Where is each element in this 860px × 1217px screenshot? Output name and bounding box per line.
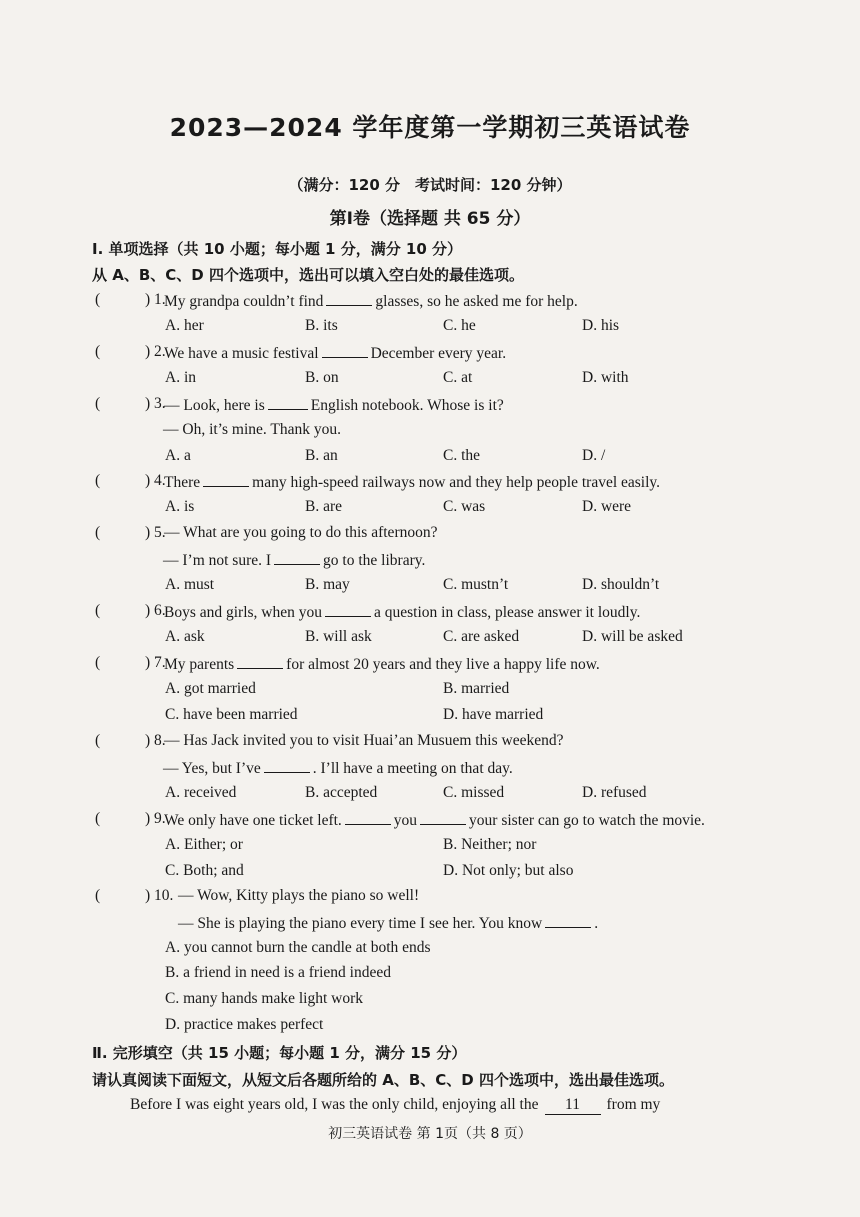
option-d: D. refused: [582, 784, 647, 801]
option-b: B. Neither; nor: [443, 836, 537, 853]
question-5-options: [165, 576, 765, 598]
option-a: A. is: [165, 498, 195, 515]
option-c: C. are asked: [443, 628, 520, 645]
question-9: [95, 810, 795, 834]
answer-paren: (: [95, 602, 101, 619]
page-footer: 初三英语试卷 第 1页（共 8 页）: [328, 1126, 532, 1142]
option-a: A. received: [165, 784, 237, 801]
option-a: A. her: [165, 317, 204, 334]
question-6: [95, 602, 795, 626]
question-8: [95, 732, 795, 756]
option-d: D. have married: [443, 706, 544, 723]
option-a: A. a: [165, 447, 191, 464]
option-d: D. with: [582, 369, 629, 386]
answer-paren: (: [95, 395, 101, 412]
option-d: D. will be asked: [582, 628, 683, 645]
option-b: B. may: [305, 576, 350, 593]
option-b: B. a friend in need is a friend indeed: [165, 964, 391, 981]
section-heading: 第Ⅰ卷（选择题 共 65 分）: [329, 209, 531, 229]
question-number: ) 10.: [145, 887, 174, 904]
option-a: A. Either; or: [165, 836, 243, 853]
question-10: [95, 887, 795, 911]
question-stem: — What are you going to do this afternoon?: [164, 524, 438, 541]
option-c: C. missed: [443, 784, 505, 801]
option-c: C. at: [443, 369, 473, 386]
question-number: ) 8.: [145, 732, 166, 749]
option-c: C. the: [443, 447, 481, 464]
question-7-options-cd: [165, 706, 765, 728]
option-c: C. many hands make light work: [165, 990, 364, 1007]
question-stem: — Has Jack invited you to visit Huai’an Musuem this weekend?: [164, 732, 564, 749]
question-3: [95, 395, 795, 419]
option-d: D. were: [582, 498, 632, 515]
option-d: D. /: [582, 447, 606, 464]
answer-paren: (: [95, 472, 101, 489]
answer-paren: (: [95, 524, 101, 541]
answer-paren: (: [95, 654, 101, 671]
option-a: A. must: [165, 576, 215, 593]
question-3-line2: — Oh, it’s mine. Thank you.: [163, 421, 341, 438]
question-stem: There many high-speed railways now and they help people travel easily.: [164, 474, 661, 491]
question-4-options: [165, 498, 765, 520]
option-c: C. he: [443, 317, 476, 334]
question-3-options: [165, 447, 765, 469]
option-d: D. shouldn’t: [582, 576, 660, 593]
question-number: ) 5.: [145, 524, 166, 541]
question-1: [95, 291, 795, 315]
question-2-options: [165, 369, 765, 391]
option-b: B. an: [305, 447, 338, 464]
passage-first-line: Before I was eight years old, I was the only child, enjoying all the 11 from my: [130, 1096, 661, 1113]
question-1-options: [165, 317, 765, 339]
question-5: [95, 524, 795, 548]
question-4: [95, 472, 795, 496]
question-number: ) 4.: [145, 472, 166, 489]
option-a: A. got married: [165, 680, 256, 697]
option-b: B. married: [443, 680, 510, 697]
option-b: B. will ask: [305, 628, 372, 645]
option-c: C. mustn’t: [443, 576, 509, 593]
part2-instruction: 请认真阅读下面短文，从短文后各题所给的 A、B、C、D 四个选项中，选出最佳选项。: [92, 1071, 674, 1089]
option-c: C. have been married: [165, 706, 298, 723]
option-c: C. was: [443, 498, 486, 515]
question-number: ) 1.: [145, 291, 166, 308]
question-stem: Boys and girls, when you a question in class, please answer it loudly.: [164, 604, 641, 621]
question-2: [95, 343, 795, 367]
question-stem: We only have one ticket left. you your sister can go to watch the movie.: [164, 812, 705, 829]
question-stem: My grandpa couldn’t find glasses, so he asked me for help.: [164, 293, 578, 310]
option-d: D. his: [582, 317, 620, 334]
question-number: ) 3.: [145, 395, 166, 412]
part2-title: Ⅱ. 完形填空（共 15 小题；每小题 1 分，满分 15 分）: [92, 1044, 467, 1062]
question-number: ) 2.: [145, 343, 166, 360]
question-number: ) 9.: [145, 810, 166, 827]
question-stem: My parents for almost 20 years and they live a happy life now.: [164, 656, 600, 673]
option-a: A. ask: [165, 628, 205, 645]
passage-blank-number: 11: [545, 1096, 601, 1115]
question-7-options-ab: [165, 680, 765, 702]
question-9-options-cd: [165, 862, 765, 884]
question-5-line2: — I’m not sure. I go to the library.: [163, 552, 426, 569]
option-d: D. practice makes perfect: [165, 1016, 324, 1033]
question-stem: — Look, here is English notebook. Whose is it?: [164, 397, 504, 414]
option-c: C. Both; and: [165, 862, 244, 879]
answer-paren: (: [95, 732, 101, 749]
answer-paren: (: [95, 810, 101, 827]
question-10-line2: — She is playing the piano every time I see her. You know .: [178, 915, 599, 932]
option-d: D. Not only; but also: [443, 862, 574, 879]
part1-title: Ⅰ. 单项选择（共 10 小题；每小题 1 分，满分 10 分）: [92, 240, 463, 258]
question-8-options: [165, 784, 765, 806]
page-title: 2023—2024 学年度第一学期初三英语试卷: [169, 113, 691, 142]
option-a: A. you cannot burn the candle at both ends: [165, 939, 431, 956]
option-a: A. in: [165, 369, 196, 386]
question-number: ) 7.: [145, 654, 166, 671]
question-9-options-ab: [165, 836, 765, 858]
part1-instruction: 从 A、B、C、D 四个选项中，选出可以填入空白处的最佳选项。: [92, 266, 524, 284]
option-b: B. its: [305, 317, 338, 334]
question-7: [95, 654, 795, 678]
question-6-options: [165, 628, 765, 650]
exam-info: （满分：120 分 考试时间：120 分钟）: [288, 176, 572, 194]
question-8-line2: — Yes, but I’ve . I’ll have a meeting on that day.: [163, 760, 513, 777]
question-number: ) 6.: [145, 602, 166, 619]
answer-paren: (: [95, 291, 101, 308]
option-b: B. accepted: [305, 784, 378, 801]
answer-paren: (: [95, 343, 101, 360]
option-b: B. on: [305, 369, 339, 386]
option-b: B. are: [305, 498, 343, 515]
question-stem: We have a music festival December every year.: [164, 345, 507, 362]
answer-paren: (: [95, 887, 101, 904]
question-stem: — Wow, Kitty plays the piano so well!: [178, 887, 420, 904]
